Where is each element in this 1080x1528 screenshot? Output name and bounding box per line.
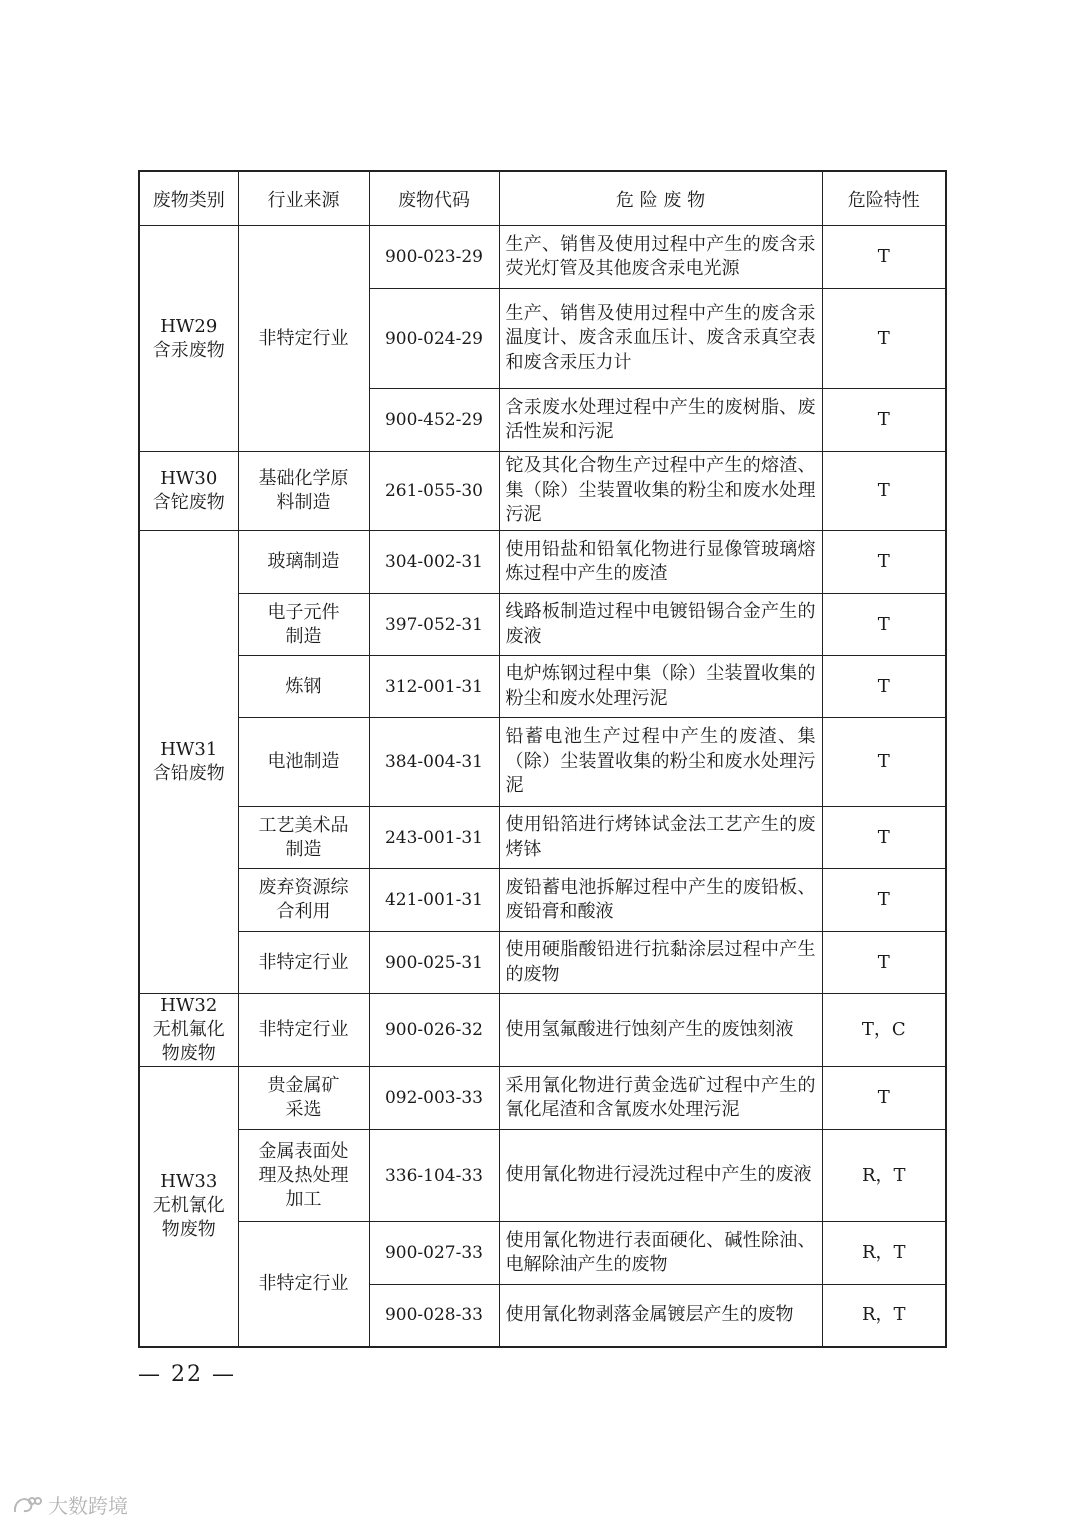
source-label: 贵金属矿 采选 xyxy=(267,1075,340,1120)
desc-cell: 使用氰化物进行浸洗过程中产生的废液 xyxy=(499,1130,822,1222)
source-cell xyxy=(238,656,369,718)
table-row xyxy=(139,656,946,718)
table-row xyxy=(139,807,946,869)
property-cell: T xyxy=(822,932,946,994)
table-row xyxy=(139,1130,946,1222)
source-cell xyxy=(238,994,369,1067)
watermark-text: 大数跨境 xyxy=(48,1494,128,1518)
category-label: HW29 含汞废物 xyxy=(152,315,225,361)
property-cell: R，T xyxy=(822,1285,946,1347)
desc-cell: 使用氢氟酸进行蚀刻产生的废蚀刻液 xyxy=(499,994,822,1067)
property-cell: T xyxy=(822,594,946,656)
source-label: 炼钢 xyxy=(285,675,322,697)
category-cell xyxy=(139,994,238,1067)
property-cell: T xyxy=(822,226,946,289)
desc-cell: 使用铅盐和铅氧化物进行显像管玻璃熔炼过程中产生的废渣 xyxy=(499,531,822,594)
desc-cell: 采用氰化物进行黄金选矿过程中产生的氰化尾渣和含氰废水处理污泥 xyxy=(499,1067,822,1130)
category-label: HW33 无机氰化 物废物 xyxy=(152,1171,225,1241)
table-row xyxy=(139,932,946,994)
table-row xyxy=(139,994,946,1067)
code-cell: 336-104-33 xyxy=(369,1130,499,1222)
code-cell: 900-027-33 xyxy=(369,1222,499,1285)
source-cell xyxy=(238,1067,369,1130)
source-label: 金属表面处 理及热处理 加工 xyxy=(258,1140,349,1210)
desc-cell: 生产、销售及使用过程中产生的废含汞荧光灯管及其他废含汞电光源 xyxy=(499,226,822,289)
table-row xyxy=(139,1067,946,1130)
category-cell xyxy=(139,452,238,531)
property-cell: T xyxy=(822,1067,946,1130)
property-cell: R，T xyxy=(822,1130,946,1222)
category-label: HW30 含铊废物 xyxy=(152,468,225,513)
header-category: 废物类别 xyxy=(139,171,238,226)
desc-cell: 生产、销售及使用过程中产生的废含汞温度计、废含汞血压计、废含汞真空表和废含汞压力计 xyxy=(499,289,822,389)
hazardous-waste-table xyxy=(138,170,947,1348)
code-cell: 092-003-33 xyxy=(369,1067,499,1130)
source-label: 电子元件 制造 xyxy=(267,601,340,647)
category-label: HW32 无机氟化 物废物 xyxy=(152,995,225,1064)
code-cell: 900-023-29 xyxy=(369,226,499,289)
desc-cell: 铊及其化合物生产过程中产生的熔渣、集（除）尘装置收集的粉尘和废水处理污泥 xyxy=(499,452,822,531)
source-cell xyxy=(238,869,369,932)
property-cell: T xyxy=(822,807,946,869)
category-label: HW31 含铅废物 xyxy=(152,739,225,784)
source-cell xyxy=(238,452,369,531)
watermark xyxy=(12,1490,128,1521)
table-row xyxy=(139,869,946,932)
property-cell: T xyxy=(822,289,946,389)
code-cell: 384-004-31 xyxy=(369,718,499,807)
source-label: 电池制造 xyxy=(267,751,340,772)
table-row xyxy=(139,718,946,807)
watermark-logo-icon xyxy=(12,1494,42,1521)
code-cell: 900-028-33 xyxy=(369,1285,499,1347)
code-cell: 900-025-31 xyxy=(369,932,499,994)
header-waste: 危 险 废 物 xyxy=(499,171,822,226)
code-cell: 312-001-31 xyxy=(369,656,499,718)
source-label: 工艺美术品 制造 xyxy=(258,814,349,860)
source-cell xyxy=(238,531,369,594)
desc-cell: 含汞废水处理过程中产生的废树脂、废活性炭和污泥 xyxy=(499,389,822,452)
code-cell: 261-055-30 xyxy=(369,452,499,531)
property-cell: R，T xyxy=(822,1222,946,1285)
source-label: 非特定行业 xyxy=(258,1272,349,1294)
desc-cell: 使用氰化物剥落金属镀层产生的废物 xyxy=(499,1285,822,1347)
table-row xyxy=(139,594,946,656)
source-cell xyxy=(238,594,369,656)
header-property: 危险特性 xyxy=(822,171,946,226)
desc-cell: 废铅蓄电池拆解过程中产生的废铅板、废铅膏和酸液 xyxy=(499,869,822,932)
property-cell: T xyxy=(822,531,946,594)
page-number: — 22 — xyxy=(138,1362,236,1387)
desc-cell: 使用硬脂酸铅进行抗黏涂层过程中产生的废物 xyxy=(499,932,822,994)
source-cell xyxy=(238,718,369,807)
code-cell: 243-001-31 xyxy=(369,807,499,869)
property-cell: T，C xyxy=(822,994,946,1067)
source-label: 非特定行业 xyxy=(258,1019,349,1040)
source-cell xyxy=(238,226,369,452)
category-cell xyxy=(139,226,238,452)
desc-cell: 使用铅箔进行烤钵试金法工艺产生的废烤钵 xyxy=(499,807,822,869)
code-cell: 304-002-31 xyxy=(369,531,499,594)
source-cell xyxy=(238,1130,369,1222)
code-cell: 900-026-32 xyxy=(369,994,499,1067)
desc-cell: 使用氰化物进行表面硬化、碱性除油、电解除油产生的废物 xyxy=(499,1222,822,1285)
code-cell: 900-024-29 xyxy=(369,289,499,389)
header-source: 行业来源 xyxy=(238,171,369,226)
desc-cell: 铅蓄电池生产过程中产生的废渣、集（除）尘装置收集的粉尘和废水处理污泥 xyxy=(499,718,822,807)
property-cell: T xyxy=(822,452,946,531)
code-cell: 900-452-29 xyxy=(369,389,499,452)
table-header-row xyxy=(139,171,946,226)
source-cell xyxy=(238,932,369,994)
source-label: 基础化学原 料制造 xyxy=(258,468,349,513)
category-cell xyxy=(139,531,238,994)
desc-cell: 线路板制造过程中电镀铅锡合金产生的废液 xyxy=(499,594,822,656)
table-row xyxy=(139,531,946,594)
property-cell: T xyxy=(822,869,946,932)
category-cell xyxy=(139,1067,238,1347)
table-row xyxy=(139,226,946,289)
property-cell: T xyxy=(822,656,946,718)
property-cell: T xyxy=(822,718,946,807)
source-cell xyxy=(238,807,369,869)
header-code: 废物代码 xyxy=(369,171,499,226)
source-label: 非特定行业 xyxy=(258,327,349,349)
source-label: 废弃资源综 合利用 xyxy=(258,877,349,922)
code-cell: 421-001-31 xyxy=(369,869,499,932)
code-cell: 397-052-31 xyxy=(369,594,499,656)
table-row xyxy=(139,452,946,531)
source-cell xyxy=(238,1222,369,1347)
source-label: 非特定行业 xyxy=(258,951,349,973)
source-label: 玻璃制造 xyxy=(267,551,340,572)
desc-cell: 电炉炼钢过程中集（除）尘装置收集的粉尘和废水处理污泥 xyxy=(499,656,822,718)
table-row xyxy=(139,1222,946,1285)
property-cell: T xyxy=(822,389,946,452)
